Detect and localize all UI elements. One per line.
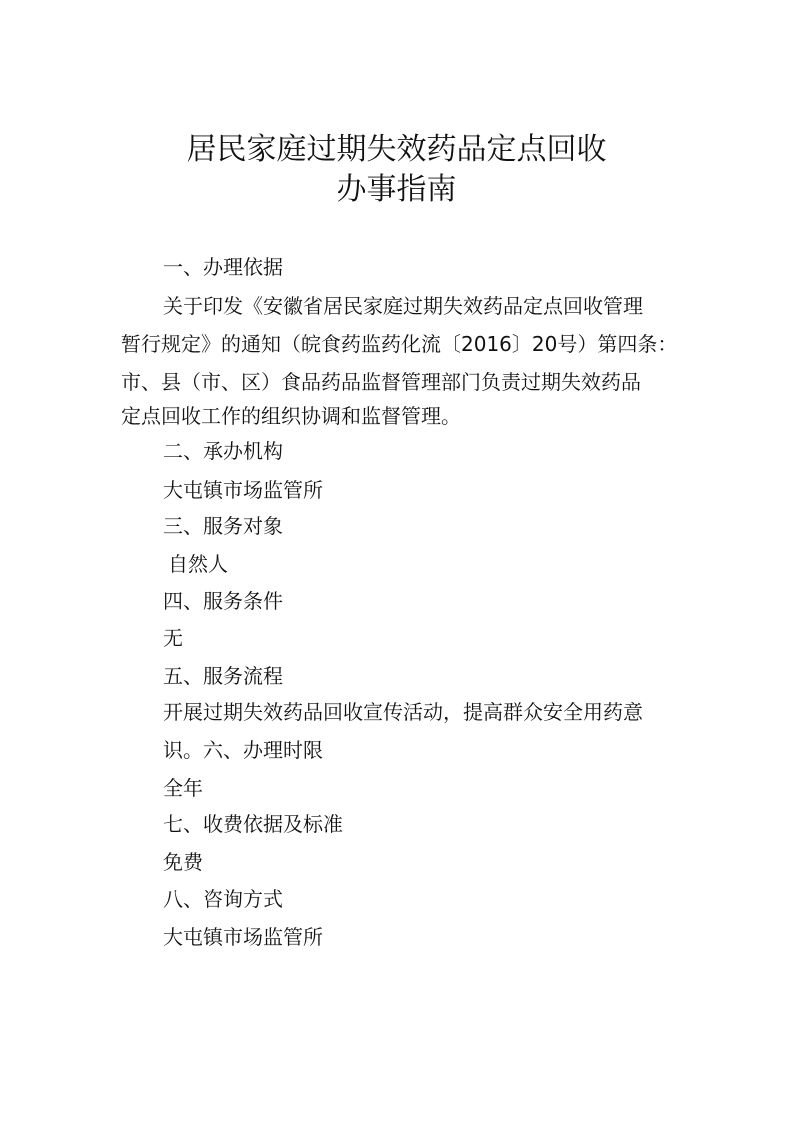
basis-text-line-3: 市、县（市、区）食品药品监督管理部门负责过期失效药品 [121,370,641,394]
section-heading-basis: 一、办理依据 [163,255,283,279]
agency-content: 大屯镇市场监管所 [163,478,323,502]
section-heading-agency: 二、承办机构 [163,439,283,463]
section-heading-process: 五、服务流程 [163,664,283,688]
target-content: 自然人 [168,552,228,576]
section-heading-fees: 七、收费依据及标准 [163,812,343,836]
fees-content: 免费 [163,850,203,874]
time-limit-content: 全年 [163,776,203,800]
basis-text-line-1: 关于印发《安徽省居民家庭过期失效药品定点回收管理 [163,294,643,318]
document-title-line-1: 居民家庭过期失效药品定点回收 [186,132,607,167]
section-heading-conditions: 四、服务条件 [163,589,283,613]
section-heading-consult: 八、咨询方式 [163,887,283,911]
process-text-line-2: 识。六、办理时限 [163,738,323,762]
consult-content: 大屯镇市场监管所 [163,925,323,949]
conditions-content: 无 [163,626,183,650]
basis-text-line-4: 定点回收工作的组织协调和监督管理。 [121,404,461,428]
section-heading-target: 三、服务对象 [163,514,283,538]
process-text-line-1: 开展过期失效药品回收宣传活动，提高群众安全用药意 [163,700,643,724]
basis-text-line-2: 暂行规定》的通知（皖食药监药化流〔2016〕20号）第四条： [121,332,678,356]
document-title-line-2: 办事指南 [336,172,457,207]
